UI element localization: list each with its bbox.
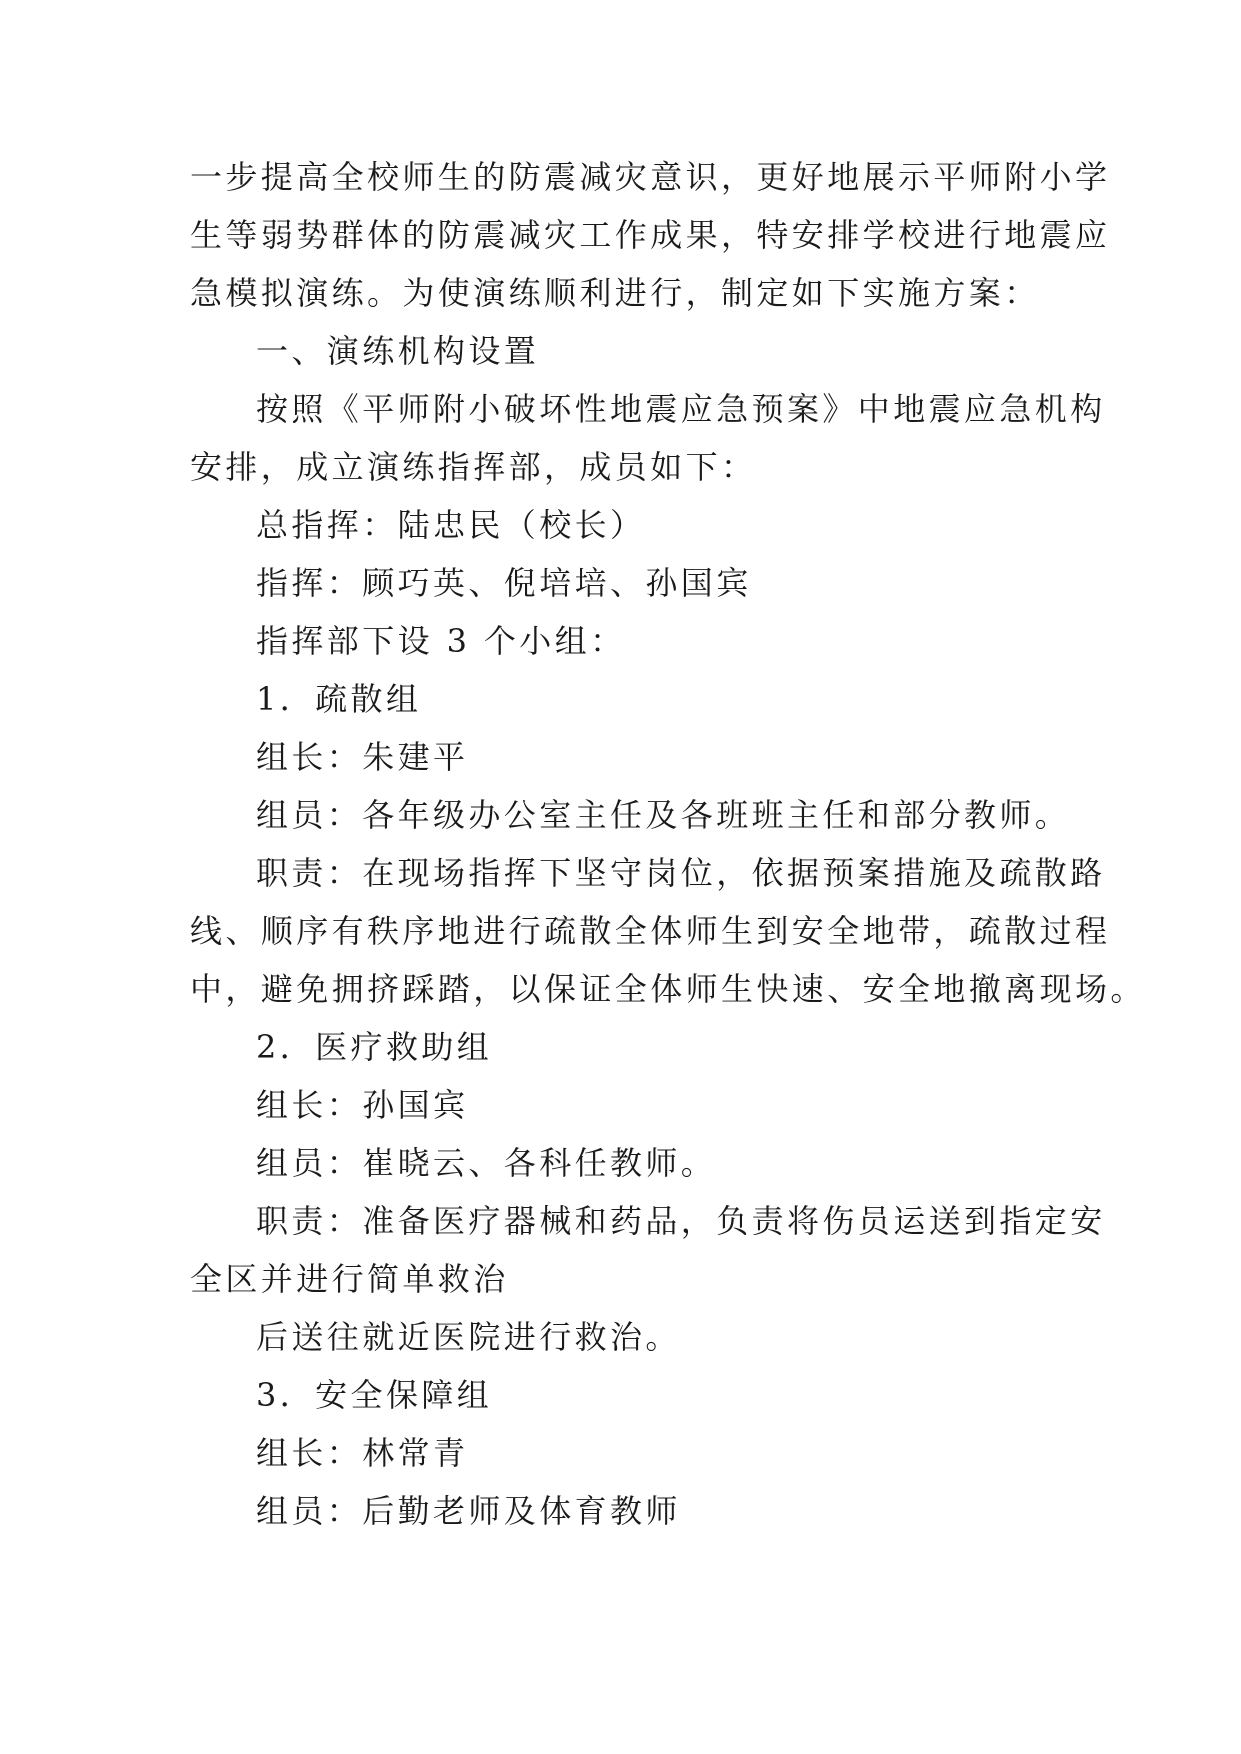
text-line: 按照《平师附小破坏性地震应急预案》中地震应急机构 xyxy=(256,390,1106,428)
commander-line: 指挥：顾巧英、倪培培、孙国宾 xyxy=(256,564,752,602)
document-body xyxy=(190,148,1146,1540)
text-line: 全区并进行简单救治 xyxy=(190,1260,509,1298)
group-heading-medical: 2．医疗救助组 xyxy=(256,1028,493,1066)
section-heading-1: 一、演练机构设置 xyxy=(256,332,540,370)
group-members-line: 组员：各年级办公室主任及各班班主任和部分教师。 xyxy=(256,796,1071,834)
group-members-line: 组员：崔晓云、各科任教师。 xyxy=(256,1144,717,1182)
chief-commander-line: 总指挥：陆忠民（校长） xyxy=(256,506,646,544)
text-line: 指挥部下设 3 个小组： xyxy=(256,622,626,660)
group-heading-safety: 3．安全保障组 xyxy=(256,1376,493,1414)
text-line: 生等弱势群体的防震减灾工作成果，特安排学校进行地震应 xyxy=(190,216,1111,254)
group-leader-line: 组长：孙国宾 xyxy=(256,1086,469,1124)
group-members-line: 组员：后勤老师及体育教师 xyxy=(256,1492,681,1530)
text-line: 安排，成立演练指挥部，成员如下： xyxy=(190,448,757,486)
group-duty-line: 职责：准备医疗器械和药品，负责将伤员运送到指定安 xyxy=(256,1202,1106,1240)
group-leader-line: 组长：林常青 xyxy=(256,1434,469,1472)
group-leader-line: 组长：朱建平 xyxy=(256,738,469,776)
text-line: 后送往就近医院进行救治。 xyxy=(256,1318,681,1356)
text-line: 一步提高全校师生的防震减灾意识，更好地展示平师附小学 xyxy=(190,158,1111,196)
text-line: 中，避免拥挤踩踏，以保证全体师生快速、安全地撤离现场。 xyxy=(190,970,1146,1008)
group-heading-evacuation: 1．疏散组 xyxy=(256,680,422,718)
group-duty-line: 职责：在现场指挥下坚守岗位，依据预案措施及疏散路 xyxy=(256,854,1106,892)
text-line: 急模拟演练。为使演练顺利进行，制定如下实施方案： xyxy=(190,274,1040,312)
text-line: 线、顺序有秩序地进行疏散全体师生到安全地带，疏散过程 xyxy=(190,912,1111,950)
